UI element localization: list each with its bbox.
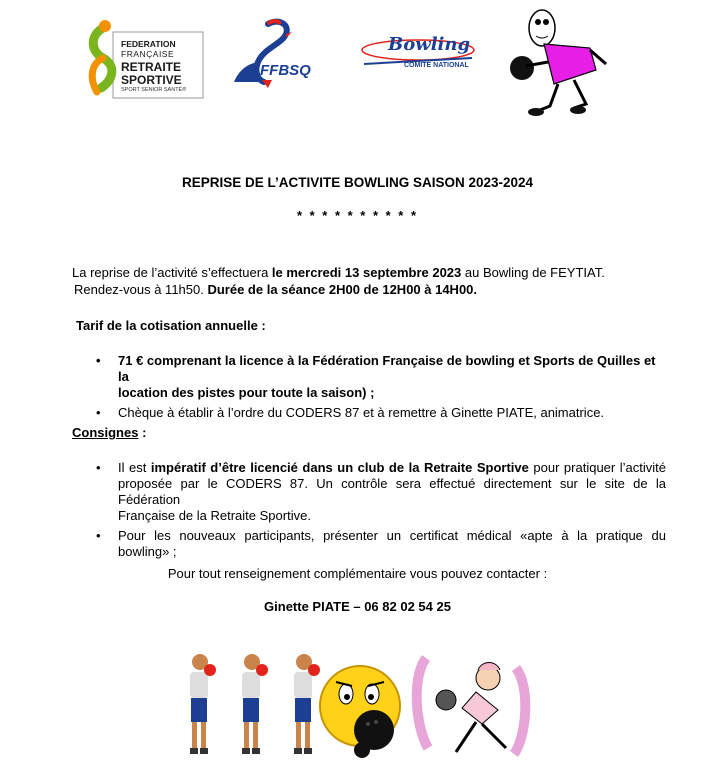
contact-text: Pour tout renseignement complémentaire vous pouvez contacter : [167,566,548,581]
bowler-figure-icon [190,654,216,754]
bullet-icon: • [96,353,101,368]
consignes-heading: Consignes [72,425,139,440]
intro-rdv: Rendez-vous à 11h50. [74,282,208,297]
list-item [96,405,656,421]
page-title: REPRISE DE L’ACTIVITE BOWLING SAISON 2023-2024 [181,175,534,190]
consigne-1c: pour pratiquer l’activité [528,460,666,475]
smiley-bowling-icon [320,666,400,758]
intro-text-c: au Bowling de FEYTIAT. [461,265,605,280]
consignes-heading-line [72,425,146,441]
ffrs-line3: RETRAITE [121,60,181,74]
bowler-figure-icon [242,654,268,754]
tarif-item-1a: 71 € comprenant la licence à la Fédération Française de bowling et Sports de Quilles et la [118,353,656,384]
bowler-figure-icon [294,654,320,754]
rooster-icon [228,18,338,96]
ffrs-line5: SPORT SENIOR SANTÉ® [121,87,187,93]
intro-line-2 [74,282,477,298]
consigne-2-line-2: bowling» ; [118,544,177,559]
contact-name: Ginette PIATE – 06 82 02 54 25 [264,599,451,614]
bottom-illustrations [176,648,536,766]
ffrs-line2: FRANÇAISE [121,49,175,59]
consigne-1-line-3: Française de la Retraite Sportive. [118,508,311,523]
bullet-icon: • [96,528,101,543]
intro-date: le mercredi 13 septembre 2023 [271,265,462,280]
ffrs-line1: FEDERATION [121,39,176,49]
intro-duree: Durée de la séance 2H00 de 12H00 à 14H00. [207,282,478,297]
consigne-2-line-1: Pour les nouveaux participants, présenter un certificat médical «apte à la pratique du [118,528,666,543]
consigne-1-bold: impératif d’être licencié dans un club de la Retraite Sportive [150,460,529,475]
list-item [96,353,656,401]
bowling-sub: COMITÉ NATIONAL [404,62,469,69]
consignes-colon: : [138,425,147,440]
consigne-1a: Il est [118,460,151,475]
bowlers-illustration [176,648,536,766]
list-item [96,460,666,524]
stars-separator: * * * * * * * * * * [296,208,419,223]
bowling-word: Bowling [388,34,471,55]
ffbsq-text: FFBSQ [260,62,311,79]
tarif-item-2: Chèque à établir à l’ordre du CODERS 87 et à remettre à Ginette PIATE, animatrice. [118,405,605,420]
pink-bowler-icon [417,658,526,754]
list-item [96,528,666,560]
consigne-1-line-1 [118,460,666,476]
ffbsq-logo [228,18,338,96]
consigne-1-line-2: proposée par le CODERS 87. Un contrôle sera effectué directement sur le site de la Fédération [118,476,666,507]
tarif-list [96,353,656,421]
bullet-icon: • [96,405,101,420]
bowler-mascot [504,6,614,118]
tarif-heading: Tarif de la cotisation annuelle : [76,318,266,333]
bullet-icon: • [96,460,101,475]
intro-text-a: La reprise de l’activité s’effectuera [72,265,272,280]
mascot-bowler-icon [504,6,614,118]
consignes-list [96,460,666,560]
bowling-comite-logo [360,28,480,80]
tarif-item-1b: location des pistes pour toute la saison) ; [118,385,375,400]
intro-line-1 [72,265,605,281]
ffrs-line4: SPORTIVE [121,73,182,87]
ffrs-logo [83,18,205,110]
